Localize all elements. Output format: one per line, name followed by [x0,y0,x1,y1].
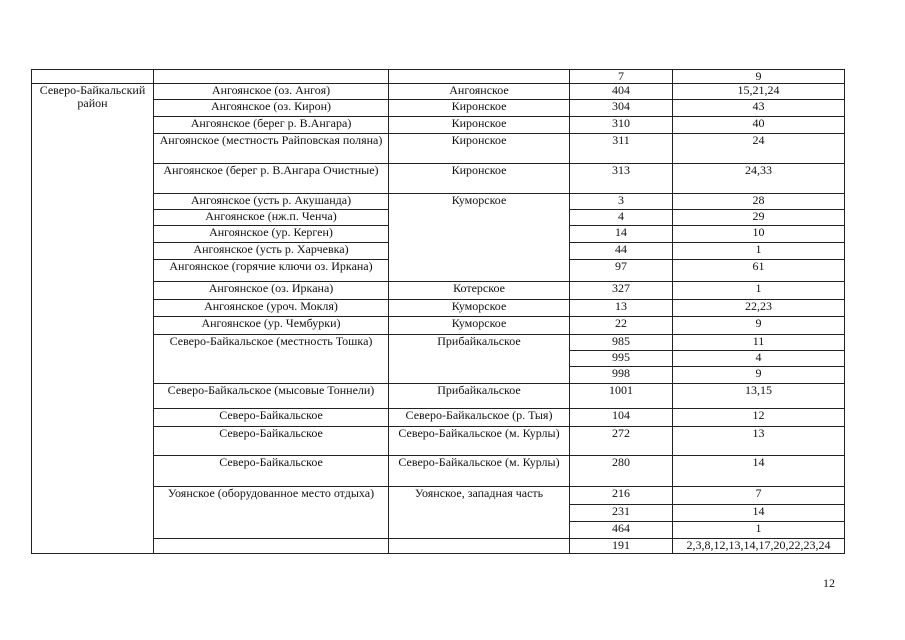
quarter-cell: 464 [570,522,673,539]
quarter-cell: 191 [570,539,673,554]
plots-cell: 24,33 [673,164,845,194]
plots-cell: 1 [673,282,845,300]
quarter-cell: 231 [570,505,673,522]
district-cell-empty [32,70,154,84]
plots-cell: 29 [673,210,845,226]
quarter-cell: 4 [570,210,673,226]
district-cell: Северо-Байкальский район [32,84,154,554]
table-row [32,84,845,100]
table-row [32,456,845,487]
quarter-cell: 272 [570,427,673,456]
forestry-cell: Северо-Байкальское (р. Тыя) [389,409,570,427]
quarter-cell: 7 [570,70,673,84]
forestry-cell: Прибайкальское [389,384,570,409]
plots-cell: 11 [673,335,845,351]
quarter-cell: 216 [570,487,673,505]
plots-cell: 14 [673,456,845,487]
site-name-cell: Ангоянское (уроч. Мокля) [154,300,389,317]
forestry-cell: Киронское [389,100,570,117]
site-name-cell: Ангоянское (горячие ключи оз. Иркана) [154,260,389,282]
quarter-cell: 313 [570,164,673,194]
table-row [32,409,845,427]
table-row [32,384,845,409]
table-row [32,539,845,554]
table-row [32,164,845,194]
forestry-cell: Киронское [389,117,570,134]
quarter-cell: 104 [570,409,673,427]
site-name-cell: Ангоянское (оз. Ангоя) [154,84,389,100]
quarter-cell: 304 [570,100,673,117]
plots-cell: 24 [673,134,845,164]
quarter-cell: 985 [570,335,673,351]
site-name-cell: Уоянское (оборудованное место отдыха) [154,487,389,539]
table-row [32,70,845,84]
plots-cell: 2,3,8,12,13,14,17,20,22,23,24 [673,539,845,554]
site-name-cell: Северо-Байкальское [154,427,389,456]
table-row [32,335,845,351]
forestry-cell [389,539,570,554]
quarter-cell: 22 [570,317,673,335]
site-name-cell: Ангоянское (усть р. Харчевка) [154,243,389,260]
site-name-cell: Ангоянское (оз. Иркана) [154,282,389,300]
table-row [32,117,845,134]
site-name-cell: Ангоянское (местность Райповская поляна) [154,134,389,164]
quarter-cell: 1001 [570,384,673,409]
plots-cell: 1 [673,243,845,260]
site-name-cell: Ангоянское (оз. Кирон) [154,100,389,117]
site-name-cell: Ангоянское (усть р. Акушанда) [154,194,389,210]
forestry-cell: Киронское [389,164,570,194]
quarter-cell: 14 [570,226,673,243]
plots-cell: 61 [673,260,845,282]
forestry-cell: Ангоянское [389,84,570,100]
quarter-cell: 97 [570,260,673,282]
plots-cell: 7 [673,487,845,505]
quarter-cell: 280 [570,456,673,487]
quarter-cell: 311 [570,134,673,164]
table-row [32,317,845,335]
plots-cell: 1 [673,522,845,539]
plots-cell: 15,21,24 [673,84,845,100]
plots-cell: 9 [673,367,845,384]
plots-cell: 43 [673,100,845,117]
plots-cell: 12 [673,409,845,427]
site-name-cell: Ангоянское (ур. Чембурки) [154,317,389,335]
recreation-sites-table [31,69,845,554]
site-name-cell: Ангоянское (берег р. В.Ангара) [154,117,389,134]
quarter-cell: 44 [570,243,673,260]
forestry-cell: Куморское [389,194,570,282]
quarter-cell: 3 [570,194,673,210]
quarter-cell: 404 [570,84,673,100]
forestry-cell: Котерское [389,282,570,300]
plots-cell: 10 [673,226,845,243]
site-name-cell [154,539,389,554]
plots-cell: 9 [673,317,845,335]
forestry-cell: Куморское [389,300,570,317]
site-name-cell: Северо-Байкальское (мысовые Тоннели) [154,384,389,409]
forestry-cell: Уоянское, западная часть [389,487,570,539]
site-name-cell: Ангоянское (нж.п. Ченча) [154,210,389,226]
plots-cell: 14 [673,505,845,522]
site-name-cell: Ангоянское (ур. Керген) [154,226,389,243]
page-number: 12 [823,576,835,590]
quarter-cell: 13 [570,300,673,317]
plots-cell: 9 [673,70,845,84]
plots-cell: 4 [673,351,845,367]
quarter-cell: 327 [570,282,673,300]
table-row [32,100,845,117]
table-row [32,427,845,456]
plots-cell: 13,15 [673,384,845,409]
forestry-cell: Киронское [389,134,570,164]
forestry-cell: Куморское [389,317,570,335]
table-row [32,194,845,210]
quarter-cell: 998 [570,367,673,384]
plots-cell: 40 [673,117,845,134]
plots-cell: 22,23 [673,300,845,317]
forestry-cell: Прибайкальское [389,335,570,384]
site-name-cell: Северо-Байкальское [154,409,389,427]
site-name-cell: Северо-Байкальское [154,456,389,487]
forestry-cell [389,70,570,84]
site-name-cell [154,70,389,84]
table-row [32,487,845,505]
plots-cell: 28 [673,194,845,210]
forestry-cell: Северо-Байкальское (м. Курлы) [389,456,570,487]
table-row [32,300,845,317]
site-name-cell: Северо-Байкальское (местность Тошка) [154,335,389,384]
quarter-cell: 310 [570,117,673,134]
plots-cell: 13 [673,427,845,456]
table-row [32,134,845,164]
table-row [32,282,845,300]
forestry-cell: Северо-Байкальское (м. Курлы) [389,427,570,456]
quarter-cell: 995 [570,351,673,367]
site-name-cell: Ангоянское (берег р. В.Ангара Очистные) [154,164,389,194]
